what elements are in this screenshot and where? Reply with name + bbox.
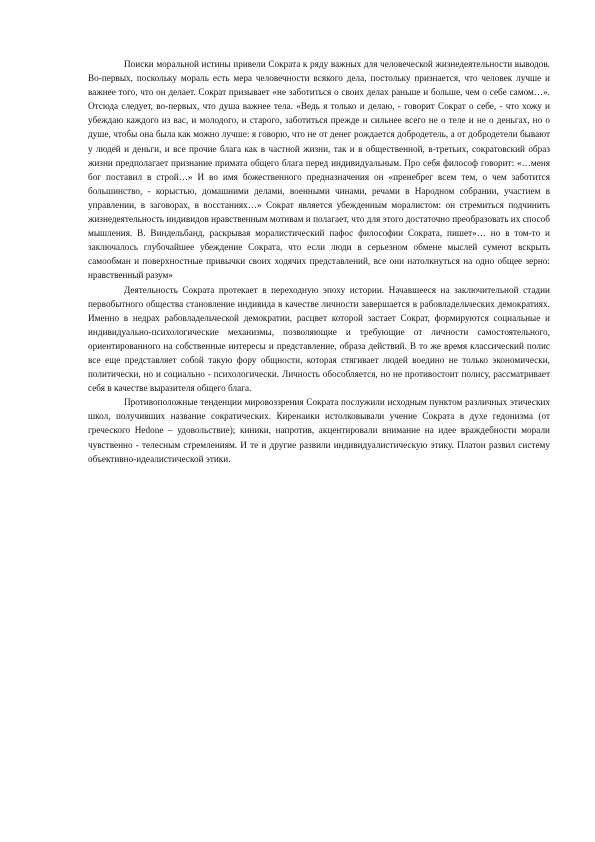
document-text bbox=[88, 57, 550, 466]
paragraph-socrates-historical-epoch: Деятельность Сократа протекает в переходную эпоху истории. Начавшееся на заключительной стадии первобытного общества становление индивида в качестве личности завершается в рабовладельческих демократиях. Именно в недрах рабовладельческой демократии, расцвет которой застает Сократ, формируются социальные и индивидуально-психологические механизмы, позволяющие и требующие от личности самостоятельного, ориентированного на собственные интересы и представление, образа действий. В то же время классический полис все еще представляет собой такую фору общности, которая стягивает людей воедино не только экономически, политически, но и социально - психологически. Личность обособляется, но не противостоит полису, рассматривает себя в качестве выразителя общего блага. bbox=[88, 284, 550, 394]
paragraph-socrates-moral-truth: Поиски моральной истины привели Сократа к ряду важных для человеческой жизнедеятельности выводов. Во-первых, поскольку мораль есть мера человечности всякого дела, постольку признается, что человек лучше и важнее того, что он делает. Сократ призывает «не заботиться о своих делах раньше и больше, чем о себе самом…». Отсюда следует, во-первых, что душа важнее тела. «Ведь я только и делаю, - говорит Сократ о себе, - что хожу и убеждаю каждого из вас, и молодого, и старого, заботиться прежде и сильнее всего не о теле и не о деньгах, но о душе, чтобы она была как можно лучше: я говорю, что не от денег рождается добродетель, а от добродетели бывают у людей и деньги, и все прочие блага как в частной жизни, так и в общественной, в-третьих, сократовский образ жизни предполагает признание примата общего блага перед индивидуальным. Про себя философ говорит: «…меня бог поставил в строй…» И во имя божественного предназначения он «пренебрег всем тем, о чем заботится большинство, - корыстью, домашними делами, военными чинами, речами в Народном собрании, участием в управлении, в заговорах, в восстаниях…» Сократ является убежденным моралистом: он стремиться подчинить жизнедеятельность индивидов нравственным мотивам и полагает, что для этого достаточно преобразовать их способ мышления. В. Виндельбанд, раскрывая моралистический пафос философии Сократа, пишет»… но в том-то и заключалось глубочайшее убеждение Сократа, что если люди в серьезном обмене мыслей сумеют вскрыть самообман и поверхностные привычки своих ходячих представлений, все они натолкнуться на одно общее зерно: нравственный разум» bbox=[88, 59, 550, 281]
paragraph-socratic-schools: Противоположные тенденции мировоззрения Сократа послужили исходным пунктом различных этических школ, получивших название сократических. Киренаики истолковывали учение Сократа в духе гедонизма (от греческого Hedonе – удовольствие); киники, напротив, акцентировали внимание на идее враждебности морали чувственно - телесным стремлениям. И те и другие развили индивидуалистическую этику. Платон развил систему объективно-идеалистической этики. bbox=[88, 397, 550, 464]
